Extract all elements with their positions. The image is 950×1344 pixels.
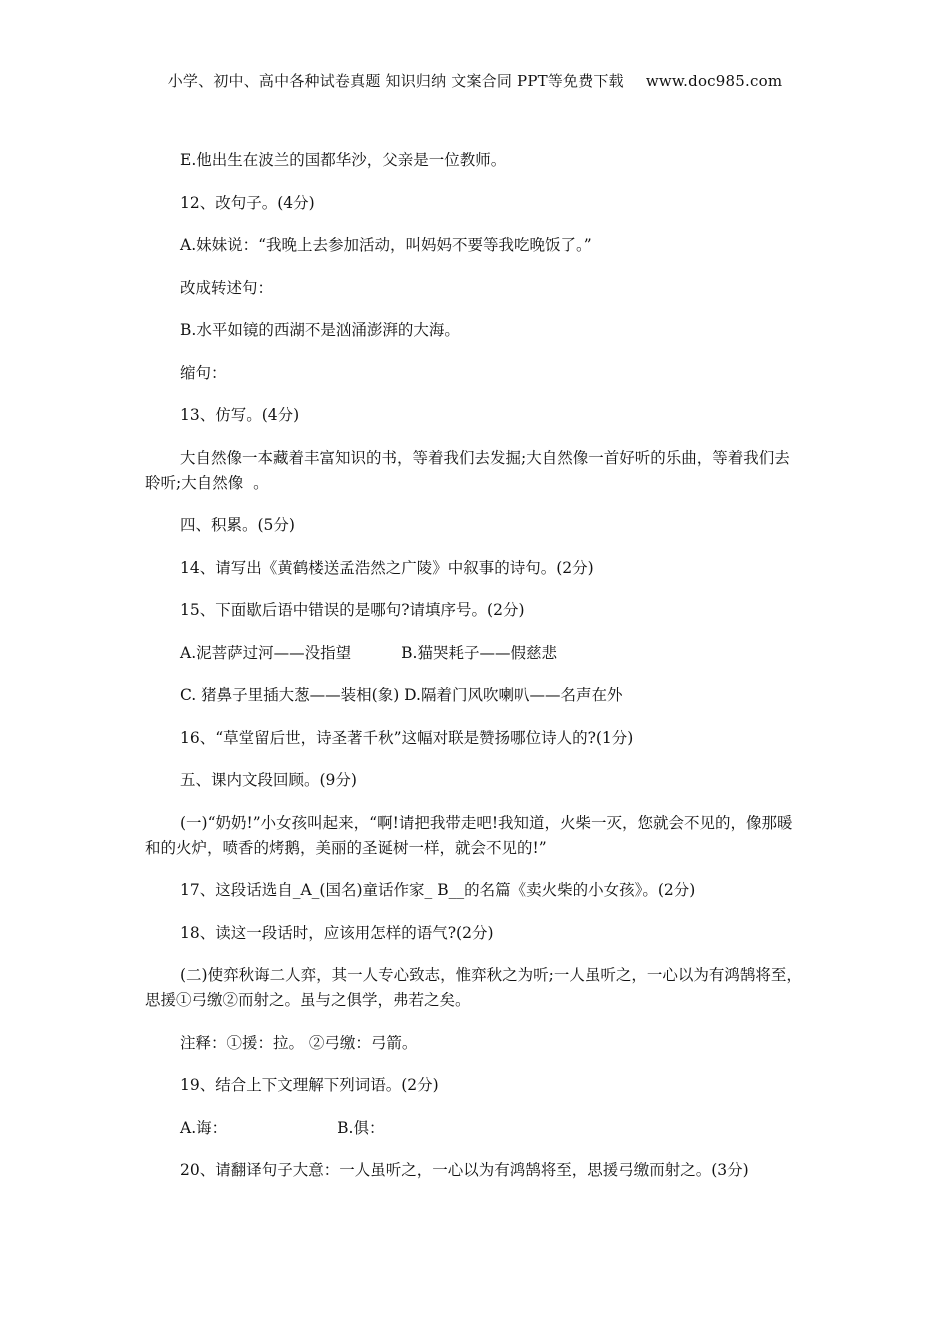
question-13-heading: 13、仿写。(4分) [180,406,300,424]
question-13-prompt: 大自然像一本藏着丰富知识的书，等着我们去发掘;大自然像一首好听的乐曲，等着我们去聆听;大自然像 。 [145,448,790,492]
question-19: 19、结合上下文理解下列词语。(2分) [180,1076,439,1094]
question-12-a: A.妹妹说：“我晚上去参加活动，叫妈妈不要等我吃晚饭了。” [180,236,592,254]
header-site-url[interactable]: www.doc985.com [645,72,783,90]
passage-2: (二)使弈秋诲二人弈，其一人专心致志，惟弈秋之为听;一人虽听之，一心以为有鸿鹄将至，思援①弓缴②而射之。虽与之俱学，弗若之矣。 [145,966,802,1009]
question-15-options-cd: C. 猪鼻子里插大葱——装相(象) D.隔着门风吹喇叭——名声在外 [180,686,623,704]
section-4-heading: 四、积累。(5分) [180,516,295,534]
option-b: B.猫哭耗子——假慈悲 [401,643,557,662]
question-18: 18、读这一段话时，应该用怎样的语气?(2分) [180,923,494,942]
option-a: A.泥菩萨过河——没指望 [180,643,352,662]
question-12-a-instruction: 改成转述句： [180,278,274,297]
header-text: 小学、初中、高中各种试卷真题 知识归纳 文案合同 PPT等免费下载 [167,72,624,90]
question-17: 17、这段话选自_A_(国名)童话作家_ B__的名篇《卖火柴的小女孩》。(2分) [180,881,696,899]
passage-2-notes: 注释：①援：拉。 ②弓缴：弓箭。 [180,1033,418,1052]
page-header [0,70,950,91]
question-12-b: B.水平如镜的西湖不是汹涌澎湃的大海。 [180,321,460,339]
question-14: 14、请写出《黄鹤楼送孟浩然之广陵》中叙事的诗句。(2分) [180,558,594,577]
question-19-items [145,1116,805,1141]
document-body [145,148,805,1201]
question-15-options-ab [145,641,805,666]
section-5-heading: 五、课内文段回顾。(9分) [180,771,357,789]
question-20: 20、请翻译句子大意：一人虽听之，一心以为有鸿鹄将至，思援弓缴而射之。(3分) [180,1161,749,1179]
item-b: B.俱： [337,1118,385,1137]
question-12-b-instruction: 缩句： [180,363,227,382]
question-16: 16、“草堂留后世，诗圣著千秋”这幅对联是赞扬哪位诗人的?(1分) [180,728,634,747]
item-a: A.诲： [180,1118,228,1137]
question-15: 15、下面歇后语中错误的是哪句?请填序号。(2分) [180,601,525,619]
passage-1: (一)“奶奶!”小女孩叫起来，“啊!请把我带走吧!我知道，火柴一灭，您就会不见的，像那暖和的火炉，喷香的烤鹅，美丽的圣诞树一样，就会不见的!” [145,813,793,857]
paragraph-option-e: E.他出生在波兰的国都华沙，父亲是一位教师。 [180,151,507,169]
question-12-heading: 12、改句子。(4分) [180,193,315,212]
